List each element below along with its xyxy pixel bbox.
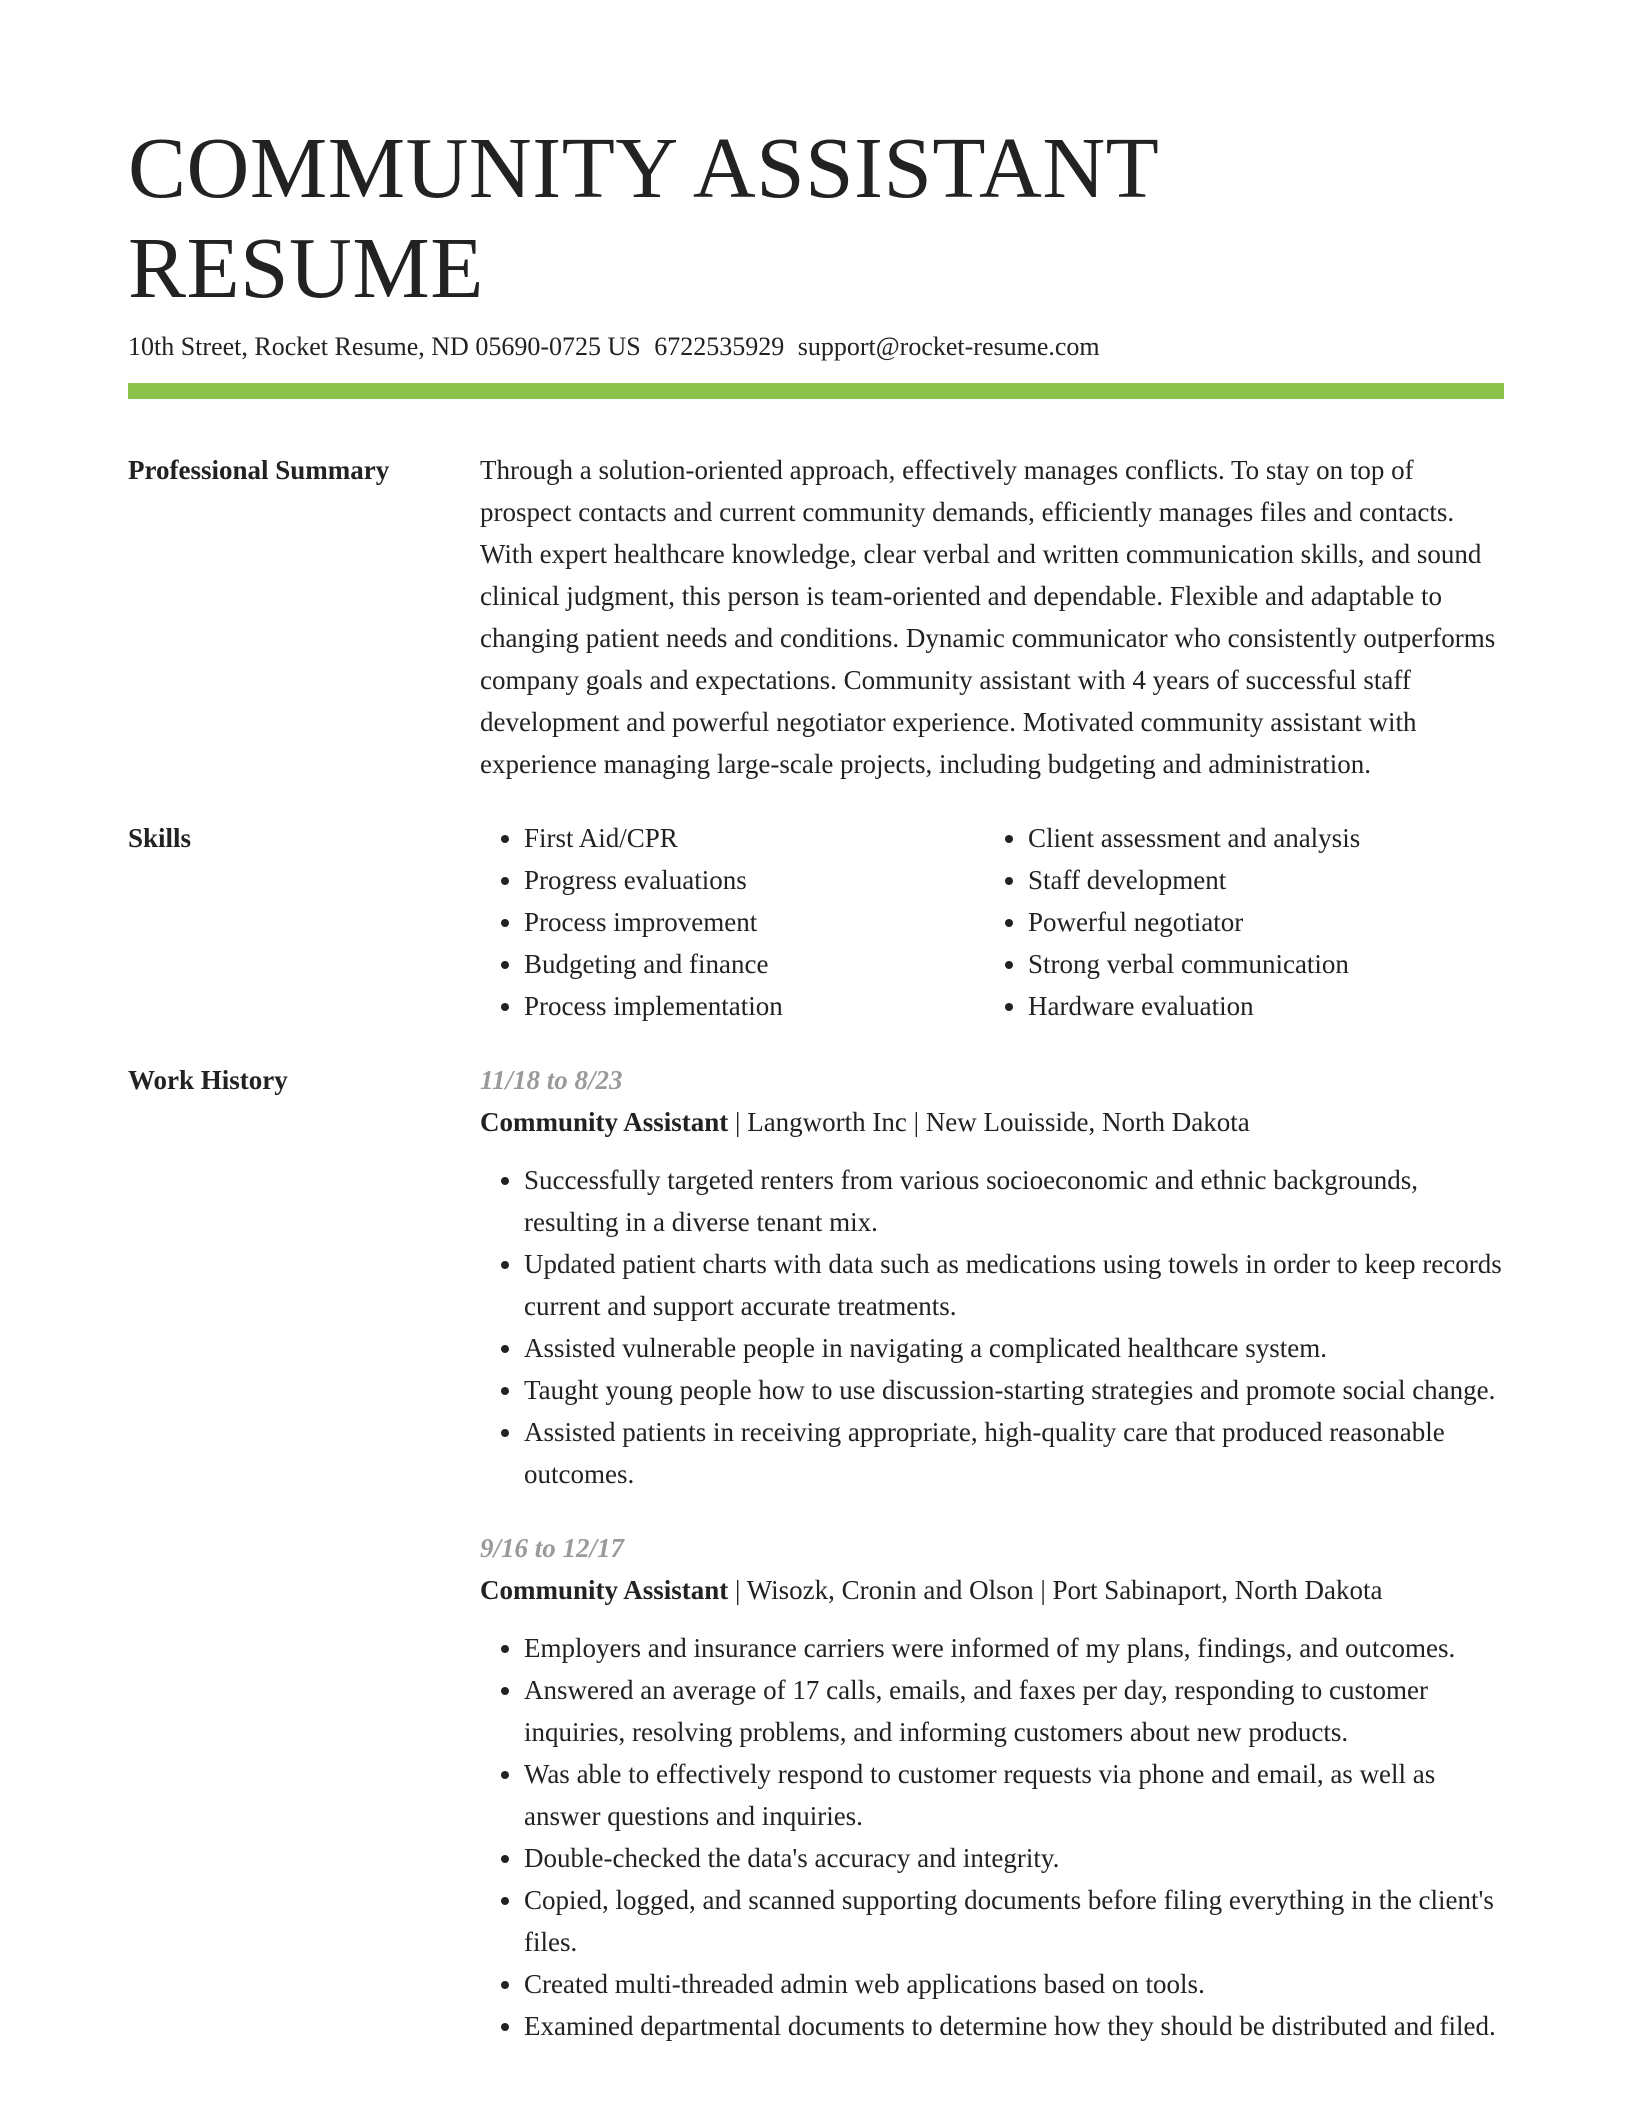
skills-list-right [984, 817, 1504, 1027]
skill-item: • Staff development [1028, 859, 1504, 901]
job-bullet: • Double-checked the data's accuracy and integrity. [524, 1837, 1504, 1879]
skill-item: • Process implementation [524, 985, 984, 1027]
job-bullet: • Taught young people how to use discussion-starting strategies and promote social change. [524, 1369, 1504, 1411]
job-dates: 9/16 to 12/17 [480, 1533, 625, 1563]
skill-item: • Process improvement [524, 901, 984, 943]
section-heading-summary: Professional Summary [128, 455, 390, 485]
skill-item: • First Aid/CPR [524, 817, 984, 859]
job-role: Community Assistant [480, 1575, 729, 1605]
resume-title: COMMUNITY ASSISTANT RESUME [128, 119, 1158, 316]
work-history-entries [480, 1059, 1504, 2047]
section-heading-skills: Skills [128, 823, 192, 853]
job-bullet: • Updated patient charts with data such as medications using towels in order to keep records current and support accurate treatments. [524, 1243, 1504, 1327]
job-bullet: • Examined departmental documents to determine how they should be distributed and filed. [524, 2005, 1504, 2047]
job-details: | Langworth Inc | New Louisside, North Dakota [728, 1107, 1250, 1137]
job-entry [480, 1527, 1504, 2047]
job-bullet: • Answered an average of 17 calls, emails, and faxes per day, responding to customer inquiries, resolving problems, and informing customers about new products. [524, 1669, 1504, 1753]
contact-phone: 6722535929 [654, 332, 785, 361]
job-bullet: • Was able to effectively respond to customer requests via phone and email, as well as answer questions and inquiries. [524, 1753, 1504, 1837]
job-title-line [480, 1101, 1504, 1143]
job-bullet: • Created multi-threaded admin web applications based on tools. [524, 1963, 1504, 2005]
skills-columns [480, 817, 1504, 1027]
skill-item: • Progress evaluations [524, 859, 984, 901]
job-title-line [480, 1569, 1504, 1611]
professional-summary-section [128, 449, 1504, 785]
skill-item: • Hardware evaluation [1028, 985, 1504, 1027]
work-history-section [128, 1059, 1504, 2047]
contact-address: 10th Street, Rocket Resume, ND 05690-0725 US [128, 332, 641, 361]
section-heading-work: Work History [128, 1065, 288, 1095]
skill-item: • Budgeting and finance [524, 943, 984, 985]
job-bullet: • Assisted vulnerable people in navigating a complicated healthcare system. [524, 1327, 1504, 1369]
job-bullet: • Employers and insurance carriers were informed of my plans, findings, and outcomes. [524, 1627, 1504, 1669]
job-bullet: • Copied, logged, and scanned supporting documents before filing everything in the client's files. [524, 1879, 1504, 1963]
skill-item: • Strong verbal communication [1028, 943, 1504, 985]
contact-email: support@rocket-resume.com [797, 332, 1100, 361]
skill-item: • Client assessment and analysis [1028, 817, 1504, 859]
job-entry [480, 1059, 1504, 1495]
job-bullet: • Assisted patients in receiving appropriate, high-quality care that produced reasonable outcomes. [524, 1411, 1504, 1495]
job-bullets [480, 1159, 1504, 1495]
contact-line [128, 330, 1504, 364]
job-details: | Wisozk, Cronin and Olson | Port Sabinaport, North Dakota [728, 1575, 1383, 1605]
skills-section [128, 817, 1504, 1027]
summary-text: Through a solution-oriented approach, effectively manages conflicts. To stay on top of prospect contacts and current community demands, efficiently manages files and contacts. With expert healthcare knowledge, clear verbal and written communication skills, and sound clinical judgment, this person is team-oriented and dependable. Flexible and adaptable to changing patient needs and conditions. Dynamic communicator who consistently outperforms company goals and expectations. Community assistant with 4 years of successful staff development and powerful negotiator experience. Motivated community assistant with experience managing large-scale projects, including budgeting and administration. [480, 455, 1496, 779]
header-divider [128, 383, 1504, 399]
skills-list-left [480, 817, 984, 1027]
job-dates: 11/18 to 8/23 [480, 1065, 623, 1095]
job-bullets [480, 1627, 1504, 2047]
skill-item: • Powerful negotiator [1028, 901, 1504, 943]
job-bullet: • Successfully targeted renters from various socioeconomic and ethnic backgrounds, resulting in a diverse tenant mix. [524, 1159, 1504, 1243]
job-role: Community Assistant [480, 1107, 729, 1137]
